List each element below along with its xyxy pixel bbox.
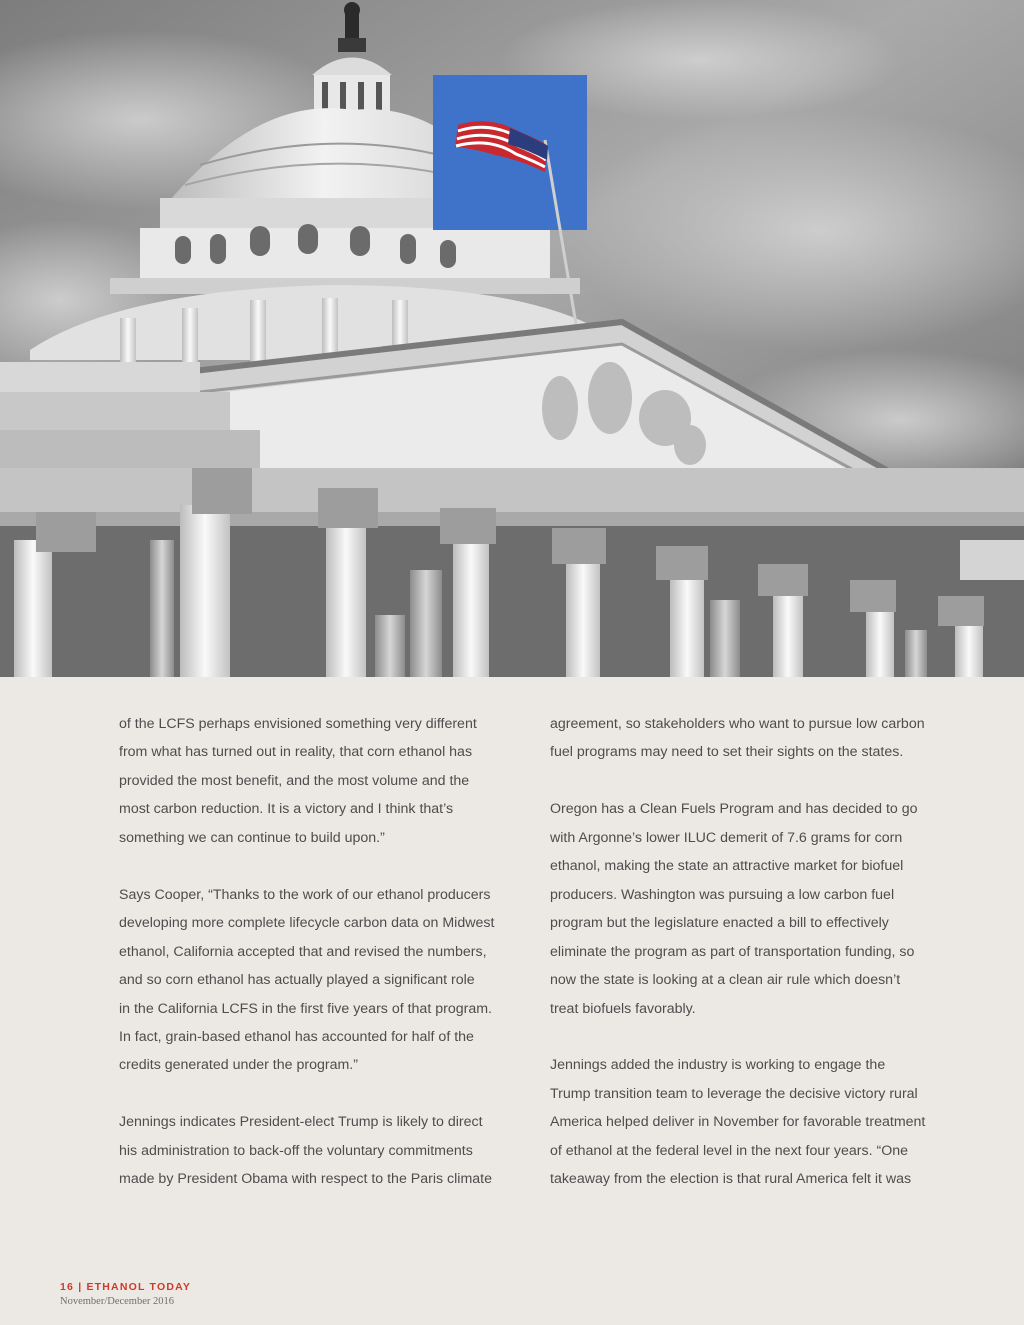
text-line: treat biofuels favorably. — [550, 1000, 696, 1017]
article-left-column — [119, 710, 514, 1194]
text-line: In fact, grain-based ethanol has accounted for half of the — [119, 1028, 474, 1045]
page-number-label: 16 | ETHANOL TODAY — [60, 1281, 192, 1293]
text-line: takeaway from the election is that rural America felt it was — [550, 1171, 912, 1188]
page-footer — [60, 1279, 191, 1308]
article-paragraph — [119, 710, 514, 852]
text-line: Oregon has a Clean Fuels Program and has decided to go — [550, 801, 918, 818]
text-line: eliminate the program as part of transportation funding, so — [550, 943, 915, 960]
text-line: Jennings added the industry is working to engage the — [550, 1057, 886, 1074]
article-paragraph — [119, 1108, 514, 1193]
text-line: now the state is looking at a clean air rule which doesn’t — [550, 972, 901, 989]
text-line: program but the legislature enacted a bill to effectively — [550, 915, 889, 932]
text-line: America helped deliver in November for favorable treatment — [550, 1114, 926, 1131]
text-line: of the LCFS perhaps envisioned something very different — [119, 716, 477, 732]
text-line: ethanol, California accepted that and revised the numbers, — [119, 943, 487, 960]
text-line: in the California LCFS in the first five years of that program. — [119, 1000, 492, 1017]
text-line: producers. Washington was pursuing a low carbon fuel — [550, 886, 895, 903]
article-right-column — [550, 710, 945, 1194]
text-line: credits generated under the program.” — [119, 1057, 358, 1074]
text-line: something we can continue to build upon.” — [119, 829, 385, 846]
text-line: Jennings indicates President-elect Trump is likely to direct — [119, 1114, 483, 1131]
text-line: and so corn ethanol has actually played a significant role — [119, 972, 475, 989]
article-paragraph — [550, 1051, 945, 1193]
article-paragraph — [550, 710, 945, 767]
text-line: provided the most benefit, and the most volume and the — [119, 772, 470, 789]
text-line: developing more complete lifecycle carbon data on Midwest — [119, 915, 495, 932]
text-line: most carbon reduction. It is a victory and I think that’s — [119, 801, 454, 818]
issue-date: November/December 2016 — [60, 1296, 174, 1307]
text-line: ethanol, making the state an attractive market for biofuel — [550, 858, 904, 875]
text-line: fuel programs may need to set their sights on the states. — [550, 744, 904, 761]
text-line: Says Cooper, “Thanks to the work of our ethanol producers — [119, 886, 491, 903]
text-line: agreement, so stakeholders who want to pursue low carbon — [550, 716, 925, 732]
text-line: from what has turned out in reality, that corn ethanol has — [119, 744, 473, 761]
text-line: his administration to back-off the voluntary commitments — [119, 1142, 473, 1159]
article-paragraph — [550, 795, 945, 1023]
article-paragraph — [119, 881, 514, 1080]
text-line: with Argonne’s lower ILUC demerit of 7.6 grams for corn — [550, 829, 903, 846]
text-line: of ethanol at the federal level in the next four years. “One — [550, 1142, 909, 1159]
text-line: Trump transition team to leverage the decisive victory rural — [550, 1085, 918, 1102]
text-line: made by President Obama with respect to the Paris climate — [119, 1171, 492, 1188]
